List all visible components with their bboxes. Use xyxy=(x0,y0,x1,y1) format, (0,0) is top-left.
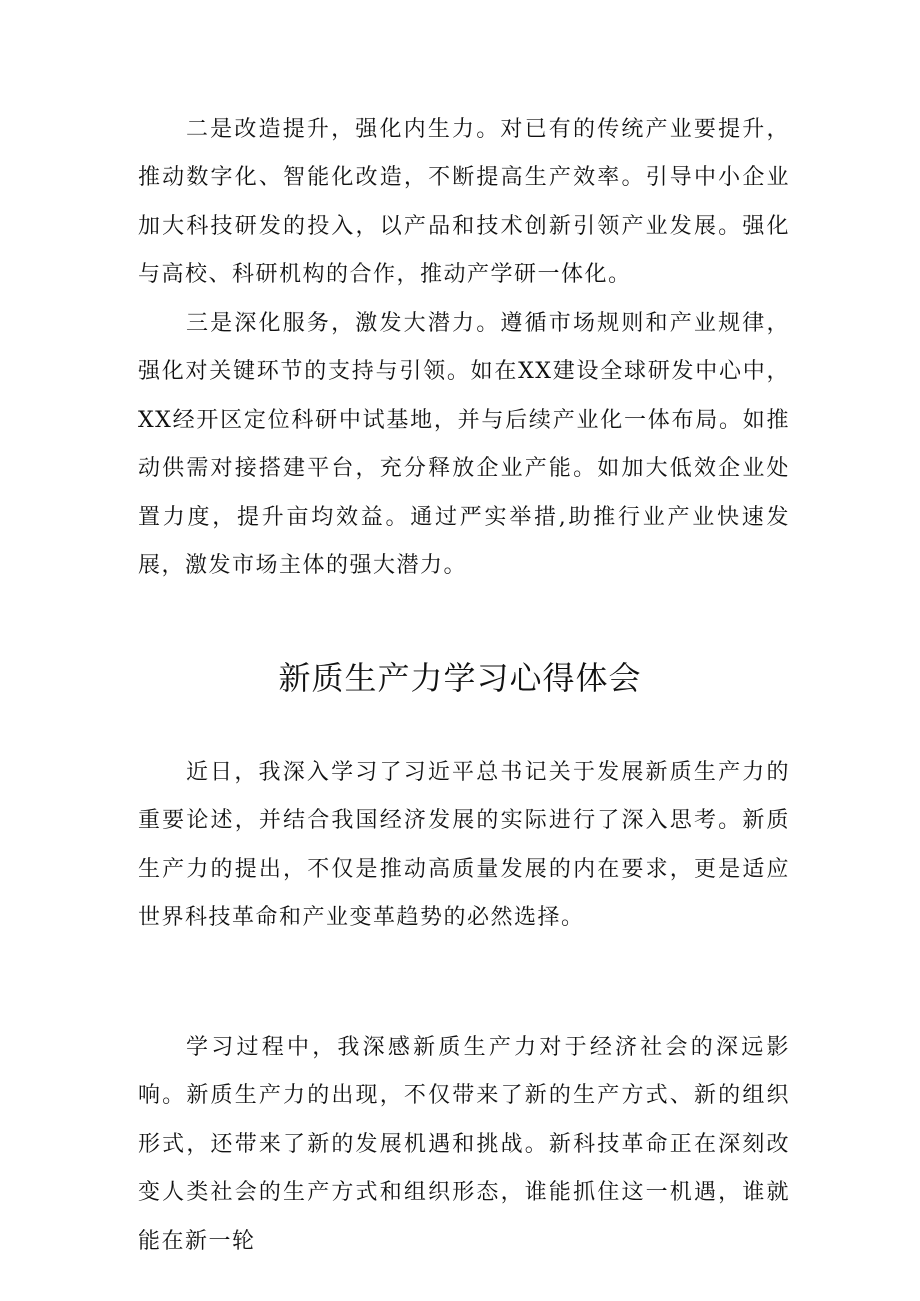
paragraph-deepen-service: 三是深化服务，激发大潜力。遵循市场规则和产业规律，强化对关键环节的支持与引领。如在XX建设全球研发中心中，XX经开区定位科研中试基地，并与后续产业化一体布局。如推动供需对接搭建平台，充分释放企业产能。如加大低效企业处置力度，提升亩均效益。通过严实举措,助推行业产业快速发展，激发市场主体的强大潜力。 xyxy=(138,311,790,579)
paragraph-intro: 近日，我深入学习了习近平总书记关于发展新质生产力的重要论述，并结合我国经济发展的实际进行了深入思考。新质生产力的提出，不仅是推动高质量发展的内在要求，更是适应世界科技革命和产业变革趋势的必然选择。 xyxy=(138,760,790,931)
paragraph-upgrade-transformation: 二是改造提升，强化内生力。对已有的传统产业要提升，推动数字化、智能化改造，不断提高生产效率。引导中小企业加大科技研发的投入，以产品和技术创新引领产业发展。强化与高校、科研机构的合作，推动产学研一体化。 xyxy=(138,117,790,288)
article-title: 新质生产力学习心得体会 xyxy=(278,659,642,697)
paragraph-learning-process: 学习过程中，我深感新质生产力对于经济社会的深远影响。新质生产力的出现，不仅带来了新的生产方式、新的组织形式，还带来了新的发展机遇和挑战。新科技革命正在深刻改变人类社会的生产方式和组织形态，谁能抓住这一机遇，谁就能在新一轮 xyxy=(138,1035,790,1254)
